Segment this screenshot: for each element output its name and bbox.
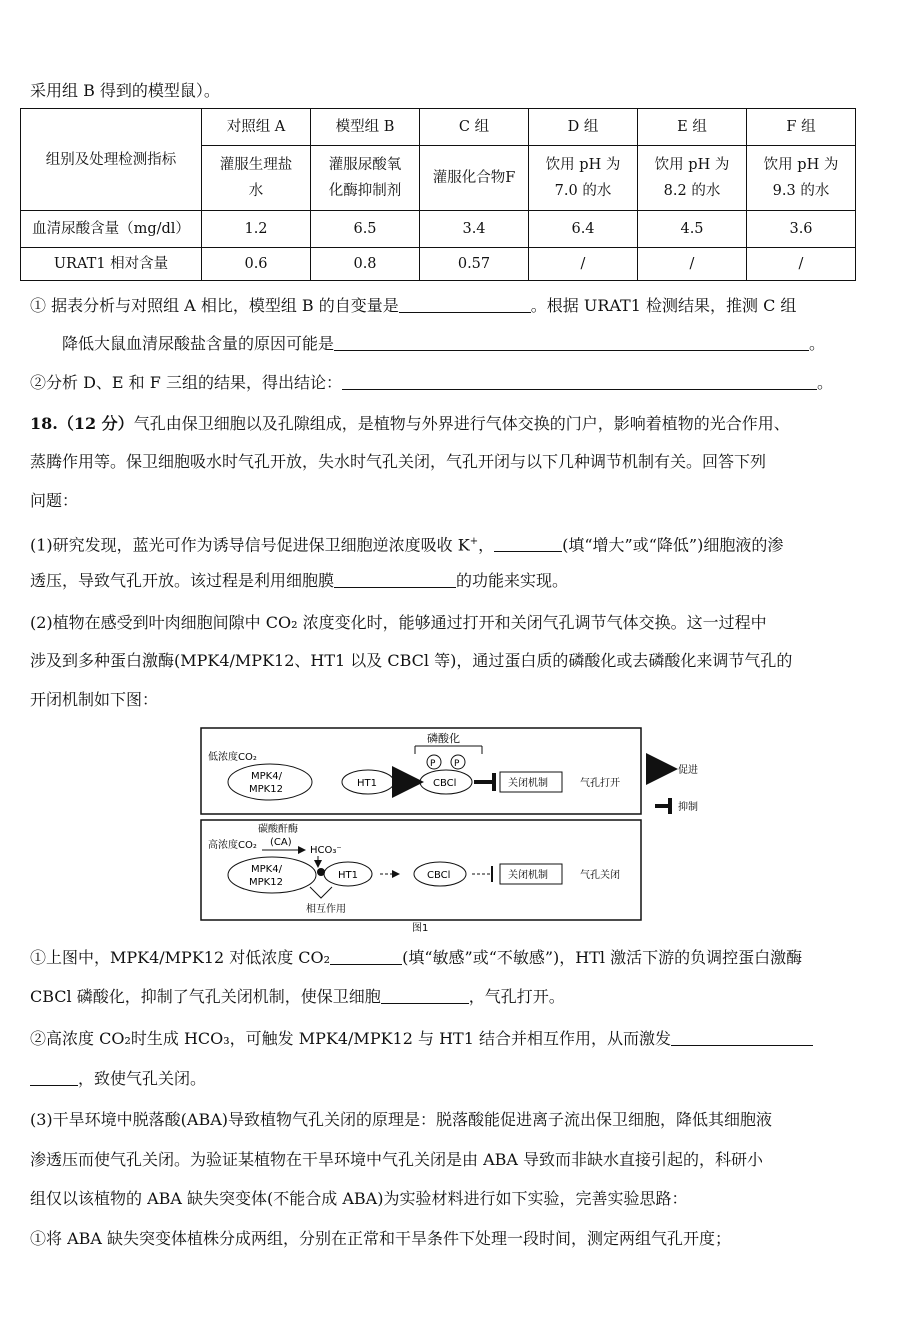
table-cell: 6.5	[311, 211, 420, 248]
q18-s2-line3: 开闭机制如下图：	[30, 690, 159, 709]
svg-text:HT1: HT1	[338, 870, 358, 881]
answer-blank[interactable]	[671, 1029, 813, 1046]
high-co2-label: 高浓度CO₂	[208, 840, 257, 851]
table-cell: 0.57	[420, 248, 529, 281]
table-cell: 0.8	[311, 248, 420, 281]
row-label: URAT1 相对含量	[21, 248, 202, 281]
low-co2-label: 低浓度CO₂	[208, 752, 257, 763]
q17-part1-line2: 降低大鼠血清尿酸盐含量的原因可能是 。	[62, 334, 826, 353]
q18-s2-q2-line2: ，致使气孔关闭。	[30, 1068, 206, 1090]
q18-intro-line3: 问题：	[30, 491, 79, 510]
phosphorylation-label: 磷酸化	[427, 732, 460, 745]
table-cell: 6.4	[529, 211, 638, 248]
svg-text:MPK12: MPK12	[249, 784, 283, 795]
q18-s1-line2: 透压，导致气孔开放。该过程是利用细胞膜 的功能来实现。	[30, 571, 569, 590]
q17-part2: ②分析 D、E 和 F 三组的结果，得出结论： 。	[30, 373, 833, 392]
q18-s3-line1: (3)干旱环境中脱落酸(ABA)导致植物气孔关闭的原理是：脱落酸能促进离子流出保卫细胞，降低其细胞液	[30, 1110, 773, 1129]
table-cell: /	[747, 248, 856, 281]
svg-text:HT1: HT1	[357, 778, 377, 789]
stomata-close-label: 气孔关闭	[580, 870, 620, 881]
q18-s2-q1-line2: CBCl 磷酸化，抑制了气孔关闭机制，使保卫细胞 ，气孔打开。	[30, 987, 565, 1006]
group-treatment: 饮用 pH 为 7.0 的水	[529, 146, 638, 211]
table-cell: 3.4	[420, 211, 529, 248]
group-treatment: 灌服尿酸氧 化酶抑制剂	[311, 146, 420, 211]
stomata-open-label: 气孔打开	[580, 778, 620, 789]
svg-text:关闭机制: 关闭机制	[508, 778, 548, 789]
table-cell: 3.6	[747, 211, 856, 248]
group-name: F 组	[747, 109, 856, 146]
group-name: D 组	[529, 109, 638, 146]
table-cell: 1.2	[202, 211, 311, 248]
answer-blank[interactable]	[342, 373, 817, 390]
q18-s3-line3: 组仅以该植物的 ABA 缺失突变体(不能合成 ABA)为实验材料进行如下实验，完善实验思路：	[30, 1189, 688, 1208]
svg-text:MPK4/: MPK4/	[251, 864, 282, 875]
svg-text:P: P	[430, 759, 436, 769]
figure-caption: 图1	[412, 923, 429, 934]
svg-text:关闭机制: 关闭机制	[508, 870, 548, 881]
svg-text:MPK4/: MPK4/	[251, 771, 282, 782]
answer-blank[interactable]	[399, 296, 531, 313]
q18-s2-line1: (2)植物在感受到叶肉细胞间隙中 CO₂ 浓度变化时，能够通过打开和关闭气孔调节气体交换。这一过程中	[30, 613, 767, 632]
answer-blank[interactable]	[30, 1069, 78, 1086]
q18-s3-line2: 渗透压而使气孔关闭。为验证某植物在干旱环境中气孔关闭是由 ABA 导致而非缺水直接引起的，科研小	[30, 1150, 764, 1169]
svg-text:MPK12: MPK12	[249, 877, 283, 888]
table-cell: /	[638, 248, 747, 281]
svg-text:CBCl: CBCl	[433, 778, 457, 789]
group-name: E 组	[638, 109, 747, 146]
question-number: 18.（12 分）	[30, 414, 134, 433]
answer-blank[interactable]	[334, 571, 456, 588]
answer-blank[interactable]	[330, 948, 402, 965]
table-header-label: 组别及处理检测指标	[21, 109, 202, 211]
answer-blank[interactable]	[381, 987, 469, 1004]
q18-s3-line4: ①将 ABA 缺失突变体植株分成两组，分别在正常和干旱条件下处理一段时间，测定两组气孔开度；	[30, 1229, 732, 1248]
q17-part1-line1: ① 据表分析与对照组 A 相比，模型组 B 的自变量是 。根据 URAT1 检测结果，推测 C 组	[30, 296, 797, 315]
q18-intro-line2: 蒸腾作用等。保卫细胞吸水时气孔开放，失水时气孔关闭，气孔开闭与以下几种调节机制有关。回答下列	[30, 452, 767, 471]
legend-promote: 促进	[678, 765, 698, 776]
experiment-table	[20, 108, 856, 281]
legend-inhibit: 抑制	[678, 802, 698, 813]
intro-line: 采用组 B 得到的模型鼠）。	[30, 81, 220, 100]
q18-s2-q2-line1: ②高浓度 CO₂时生成 HCO₃，可触发 MPK4/MPK12 与 HT1 结合并相互作用，从而激发	[30, 1028, 813, 1050]
q18-s2-q1-line1: ①上图中，MPK4/MPK12 对低浓度 CO₂ (填“敏感”或“不敏感”)，HTl 激活下游的负调控蛋白激酶	[30, 948, 803, 967]
interaction-label: 相互作用	[306, 904, 346, 915]
group-treatment: 饮用 pH 为 9.3 的水	[747, 146, 856, 211]
q18-intro-line1: 18.（12 分）气孔由保卫细胞以及孔隙组成，是植物与外界进行气体交换的门户，影响着植物的光合作用、	[30, 414, 790, 433]
answer-blank[interactable]	[494, 535, 562, 552]
table-cell: 0.6	[202, 248, 311, 281]
svg-text:(CA): (CA)	[270, 837, 292, 848]
stomata-regulation-figure	[200, 722, 720, 934]
group-treatment: 灌服化合物F	[420, 146, 529, 211]
group-treatment: 饮用 pH 为 8.2 的水	[638, 146, 747, 211]
svg-text:CBCl: CBCl	[427, 870, 451, 881]
q18-s1-line1: (1)研究发现，蓝光可作为诱导信号促进保卫细胞逆浓度吸收 K+， (填“增大”或“降低”)细胞液的渗	[30, 535, 784, 555]
group-name: 对照组 A	[202, 109, 311, 146]
row-label: 血清尿酸含量（mg/dl）	[21, 211, 202, 248]
group-name: 模型组 B	[311, 109, 420, 146]
answer-blank[interactable]	[334, 334, 809, 351]
table-cell: 4.5	[638, 211, 747, 248]
group-treatment: 灌服生理盐 水	[202, 146, 311, 211]
group-name: C 组	[420, 109, 529, 146]
ca-label: 碳酸酐酶	[258, 824, 298, 835]
hco3-label: HCO₃⁻	[310, 845, 342, 856]
q18-s2-line2: 涉及到多种蛋白激酶(MPK4/MPK12、HT1 以及 CBCl 等)，通过蛋白质的磷酸化或去磷酸化来调节气孔的	[30, 651, 793, 670]
svg-text:P: P	[454, 759, 460, 769]
table-cell: /	[529, 248, 638, 281]
